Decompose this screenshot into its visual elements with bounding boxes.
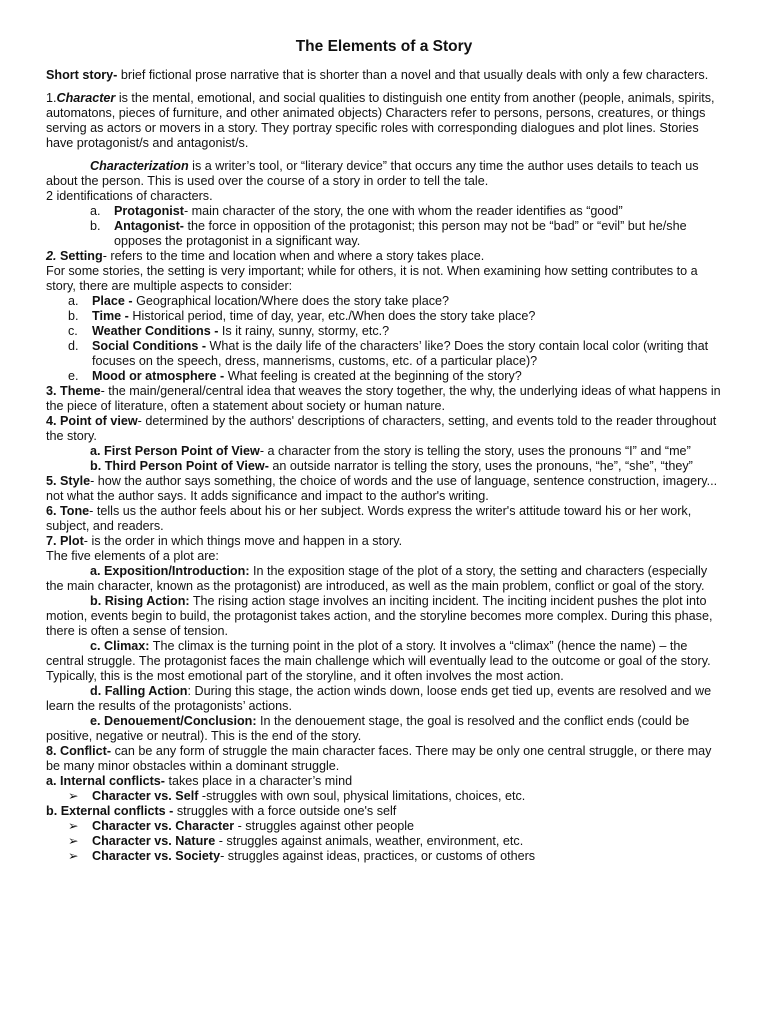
definition: The climax is the turning point in the plot of a story. It involves a “climax” (hence the name) – the central struggle. The protagonist faces the main challenge which will eventually lead to the outcome or goal of the story. Typically, this is the most emotional part of the storyline, and it often involves the most action.	[46, 639, 711, 683]
definition: - struggles against ideas, practices, or customs of others	[220, 849, 536, 863]
point-of-view-definition	[46, 414, 722, 444]
characterization-definition	[46, 159, 722, 189]
definition: - struggles against animals, weather, environment, etc.	[215, 834, 524, 848]
definition: Geographical location/Where does the story take place?	[132, 294, 450, 308]
list-item	[46, 294, 722, 309]
definition: brief fictional prose narrative that is shorter than a novel and that usually deals with only a few characters.	[117, 68, 709, 82]
plot-definition	[46, 534, 722, 549]
definition: - refers to the time and location when and where a story takes place.	[102, 249, 485, 263]
identifications-intro: 2 identifications of characters.	[46, 189, 213, 203]
plot-item	[46, 639, 722, 684]
term: a. Internal conflicts-	[46, 774, 165, 788]
definition: - how the author says something, the choice of words and the use of language, sentence construction, imagery... not what the author says. It adds significance and impact to the author's writing.	[46, 474, 718, 503]
term: a. Exposition/Introduction:	[90, 564, 250, 578]
list-item	[46, 309, 722, 324]
definition: Is it rainy, sunny, stormy, etc.?	[218, 324, 390, 338]
definition: - a character from the story is telling the story, uses the pronouns “I” and “me”	[259, 444, 691, 458]
definition: is a writer’s tool, or “literary device” that occurs any time the author uses details to teach us about the person. This is used over the course of a story in order to tell the tale.	[46, 159, 699, 188]
definition: What feeling is created at the beginning of the story?	[224, 369, 522, 383]
term: 7. Plot	[46, 534, 84, 548]
external-conflicts	[46, 804, 722, 819]
list-item	[46, 819, 722, 834]
arrow-bullet-icon: ➢	[68, 834, 79, 848]
list-marker: c.	[68, 324, 78, 338]
definition: In the exposition stage of the plot of a story, the setting and characters (especially the main character, known as the protagonist) are introduced, as well as the main problem, conflict or goal of the story.	[46, 564, 708, 593]
term: Protagonist	[114, 204, 184, 218]
list-item	[46, 789, 722, 804]
definition: The rising action stage involves an inciting incident. The inciting incident pushes the plot into motion, events begin to build, the protagonist takes action, and the storyline becomes more complex. During this phase, there is often a sense of tension.	[46, 594, 713, 638]
plot-item	[46, 564, 722, 594]
style-definition	[46, 474, 722, 504]
character-definition	[46, 91, 722, 151]
arrow-bullet-icon: ➢	[68, 819, 79, 833]
definition: - the main/general/central idea that weaves the story together, the why, the underlying ideas of what happens in the piece of literature, often a statement about society or human nature.	[46, 384, 721, 413]
term: 4. Point of view	[46, 414, 138, 428]
list-marker: a.	[68, 294, 79, 308]
term: Weather Conditions -	[92, 324, 219, 338]
term: 8. Conflict-	[46, 744, 112, 758]
definition: takes place in a character’s mind	[164, 774, 353, 788]
term: b. External conflicts -	[46, 804, 174, 818]
definition: struggles with a force outside one's self	[173, 804, 397, 818]
term: 6. Tone	[46, 504, 90, 518]
definition: - is the order in which things move and happen in a story.	[83, 534, 403, 548]
tone-definition	[46, 504, 722, 534]
term: Antagonist-	[114, 219, 184, 233]
term: d. Falling Action	[90, 684, 188, 698]
list-marker: a.	[90, 204, 101, 218]
setting-intro: For some stories, the setting is very important; while for others, it is not. When examining how setting contributes to a story, there are multiple aspects to consider:	[46, 264, 698, 293]
theme-definition	[46, 384, 722, 414]
definition: the force in opposition of the protagonist; this person may not be “bad” or “evil” but he/she opposes the protagonist in a significant way.	[114, 219, 687, 248]
term: Short story-	[46, 68, 118, 82]
pov-item	[46, 459, 722, 474]
term: 5. Style	[46, 474, 91, 488]
list-marker: b.	[68, 309, 79, 323]
page-title: The Elements of a Story	[295, 38, 473, 55]
plot-intro: The five elements of a plot are:	[46, 549, 219, 563]
term: Social Conditions -	[92, 339, 207, 353]
definition: Historical period, time of day, year, etc./When does the story take place?	[128, 309, 536, 323]
list-marker: d.	[68, 339, 79, 353]
term: Place -	[92, 294, 133, 308]
pov-item	[46, 444, 722, 459]
term: b. Third Person Point of View-	[90, 459, 269, 473]
list-marker: e.	[68, 369, 79, 383]
list-item	[46, 834, 722, 849]
term: Character	[56, 91, 116, 105]
section-number: 2.	[46, 249, 57, 263]
definition: In the denouement stage, the goal is resolved and the conflict ends (could be positive, negative or neutral). This is the end of the story.	[46, 714, 690, 743]
list-item	[46, 849, 722, 864]
definition: is the mental, emotional, and social qualities to distinguish one entity from another (people, animals, spirits, automatons, pieces of furniture, and other animated objects) Characters refer to persons, persons, creatures, or things serving as actors or movers in a story. They portray specific roles with corresponding dialogues and plot lines. Stories have protagonist/s and antagonist/s.	[46, 91, 715, 150]
definition: - struggles against other people	[234, 819, 415, 833]
arrow-bullet-icon: ➢	[68, 849, 79, 863]
definition: -struggles with own soul, physical limitations, choices, etc.	[198, 789, 526, 803]
arrow-bullet-icon: ➢	[68, 789, 79, 803]
definition: - tells us the author feels about his or her subject. Words express the writer's attitude toward his or her work, subject, and readers.	[46, 504, 692, 533]
term: Mood or atmosphere -	[92, 369, 225, 383]
term: b. Rising Action:	[90, 594, 190, 608]
term: Character vs. Self	[92, 789, 199, 803]
conflict-definition	[46, 744, 722, 774]
list-item	[46, 204, 722, 219]
term: Setting	[60, 249, 103, 263]
term: a. First Person Point of View	[90, 444, 260, 458]
section-number: 1.	[46, 91, 57, 105]
list-item	[46, 219, 722, 249]
term: e. Denouement/Conclusion:	[90, 714, 257, 728]
setting-definition	[46, 249, 722, 264]
term: c. Climax:	[90, 639, 150, 653]
definition: : During this stage, the action winds down, loose ends get tied up, events are resolved and we learn the results of the protagonists’ actions.	[46, 684, 712, 713]
definition: an outside narrator is telling the story, uses the pronouns, “he”, “she”, “they”	[268, 459, 693, 473]
definition: can be any form of struggle the main character faces. There may be only one central struggle, or there may be many minor obstacles within a dominant struggle.	[46, 744, 712, 773]
term: Character vs. Nature	[92, 834, 216, 848]
plot-item	[46, 684, 722, 714]
term: Character vs. Society	[92, 849, 221, 863]
term: Time -	[92, 309, 129, 323]
list-item	[46, 339, 722, 369]
plot-item	[46, 714, 722, 744]
short-story-definition	[46, 68, 722, 83]
list-item	[46, 324, 722, 339]
definition: - determined by the authors' descriptions of characters, setting, and events told to the reader throughout the story.	[46, 414, 717, 443]
list-item	[46, 369, 722, 384]
internal-conflicts	[46, 774, 722, 789]
definition: - main character of the story, the one with whom the reader identifies as “good”	[183, 204, 623, 218]
term: Character vs. Character	[92, 819, 235, 833]
list-marker: b.	[90, 219, 101, 233]
plot-item	[46, 594, 722, 639]
term: 3. Theme	[46, 384, 101, 398]
term: Characterization	[90, 159, 189, 173]
definition: What is the daily life of the characters’ like? Does the story contain local color (writing that focuses on the speech, dress, mannerisms, customs, etc. of a particular place)?	[92, 339, 709, 368]
